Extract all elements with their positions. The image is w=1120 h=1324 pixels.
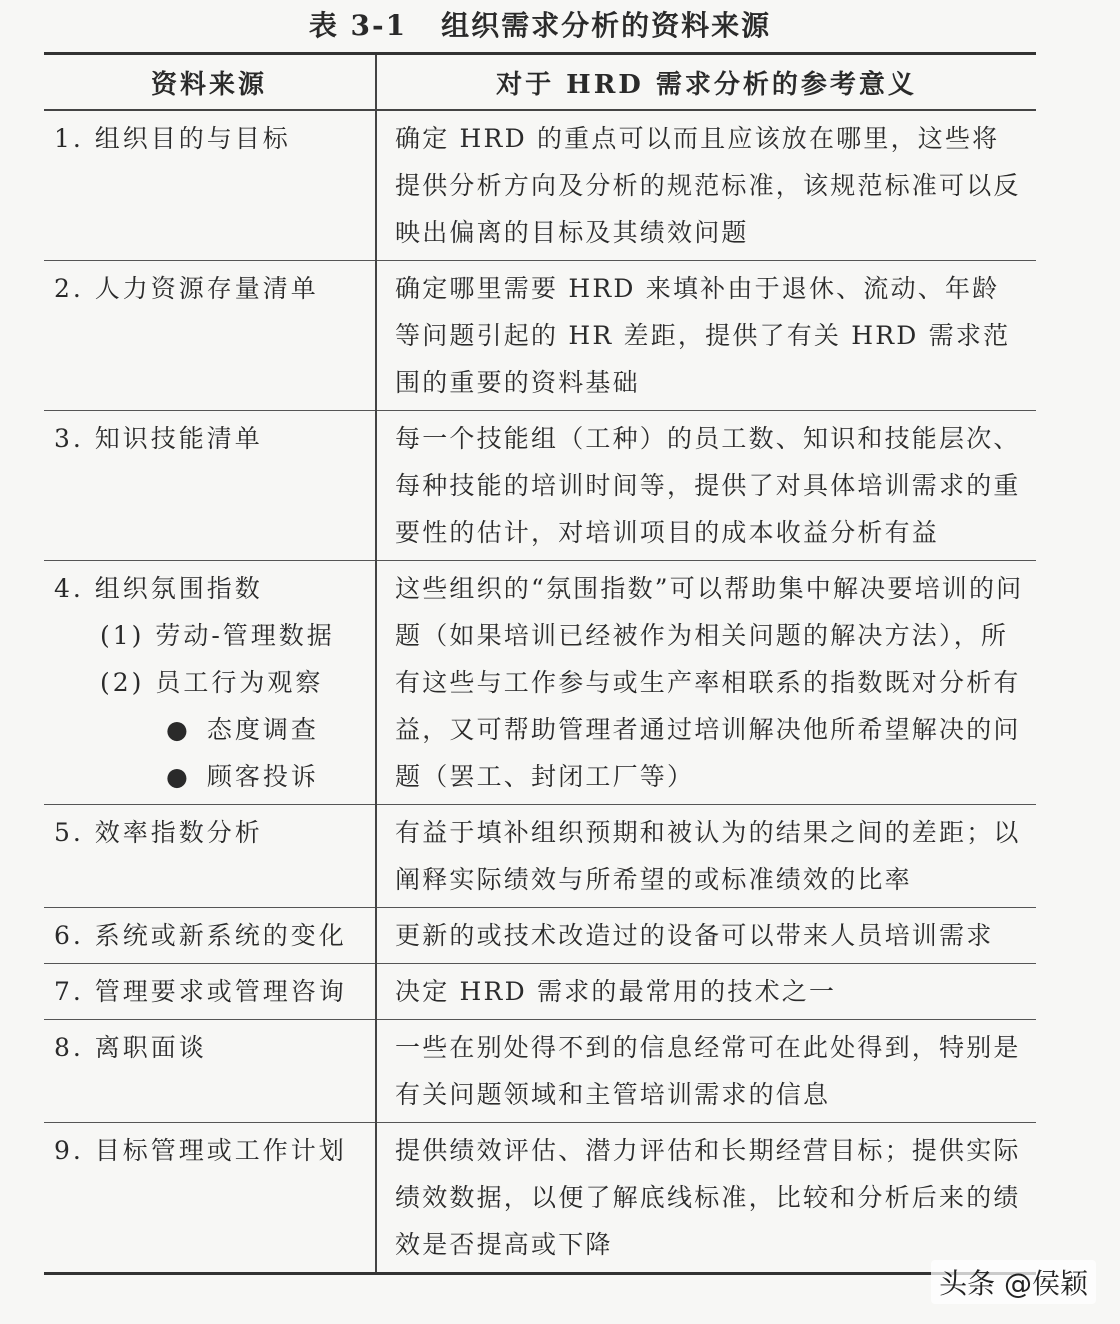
table-number: 表 3-1 — [308, 9, 408, 42]
source-cell: 3. 知识技能清单 — [44, 411, 376, 561]
reference-cell: 一些在别处得不到的信息经常可在此处得到，特别是有关问题领域和主管培训需求的信息 — [376, 1020, 1036, 1123]
table-row — [44, 261, 1036, 411]
source-cell: 8. 离职面谈 — [44, 1020, 376, 1123]
reference-cell: 确定哪里需要 HRD 来填补由于退休、流动、年龄等问题引起的 HR 差距，提供了有关 HRD 需求范围的重要的资料基础 — [376, 261, 1036, 411]
table-row — [44, 964, 1036, 1020]
source-table — [44, 52, 1036, 1275]
table-row — [44, 110, 1036, 261]
table-row — [44, 561, 1036, 805]
source-cell: 6. 系统或新系统的变化 — [44, 908, 376, 964]
table-row — [44, 1020, 1036, 1123]
watermark: 头条 @侯颖 — [931, 1260, 1096, 1304]
reference-cell: 确定 HRD 的重点可以而且应该放在哪里，这些将提供分析方向及分析的规范标准，该规范标准可以反映出偏离的目标及其绩效问题 — [376, 110, 1036, 261]
source-sub-item: (2) 员工行为观察 — [100, 668, 324, 697]
bullet-icon: ● — [166, 715, 191, 744]
header-reference: 对于 HRD 需求分析的参考意义 — [376, 54, 1036, 111]
source-bullet-item — [54, 706, 374, 753]
reference-cell: 这些组织的“氛围指数”可以帮助集中解决要培训的问题（如果培训已经被作为相关问题的解决方法），所有这些与工作参与或生产率相联系的指数既对分析有益，又可帮助管理者通过培训解决他所希望解决的问题（罢工、封闭工厂等） — [376, 561, 1036, 805]
table-title: 组织需求分析的资料来源 — [441, 9, 772, 42]
bullet-icon: ● — [166, 762, 191, 791]
reference-cell: 有益于填补组织预期和被认为的结果之间的差距；以阐释实际绩效与所希望的或标准绩效的比率 — [376, 805, 1036, 908]
source-bullet-item — [54, 753, 374, 800]
reference-cell: 决定 HRD 需求的最常用的技术之一 — [376, 964, 1036, 1020]
source-cell: 1. 组织目的与目标 — [44, 110, 376, 261]
source-cell: 9. 目标管理或工作计划 — [44, 1123, 376, 1274]
table-header-row — [44, 54, 1036, 111]
table-row — [44, 1123, 1036, 1274]
source-cell: 7. 管理要求或管理咨询 — [44, 964, 376, 1020]
reference-cell: 提供绩效评估、潜力评估和长期经营目标；提供实际绩效数据，以便了解底线标准，比较和分析后来的绩效是否提高或下降 — [395, 1136, 1021, 1259]
reference-cell: 每一个技能组（工种）的员工数、知识和技能层次、每种技能的培训时间等，提供了对具体培训需求的重要性的估计，对培训项目的成本收益分析有益 — [376, 411, 1036, 561]
header-source: 资料来源 — [44, 54, 376, 111]
source-item: 4. 组织氛围指数 — [54, 574, 263, 603]
table-row — [44, 411, 1036, 561]
source-cell: 5. 效率指数分析 — [44, 805, 376, 908]
source-cell: 2. 人力资源存量清单 — [44, 261, 376, 411]
bullet-text: 态度调查 — [206, 715, 319, 744]
bullet-text: 顾客投诉 — [206, 762, 319, 791]
table-row — [44, 805, 1036, 908]
table-caption — [0, 4, 1080, 44]
table-row — [44, 908, 1036, 964]
reference-cell: 更新的或技术改造过的设备可以带来人员培训需求 — [376, 908, 1036, 964]
source-cell — [44, 561, 376, 805]
source-sub-item: (1) 劳动-管理数据 — [100, 621, 335, 650]
